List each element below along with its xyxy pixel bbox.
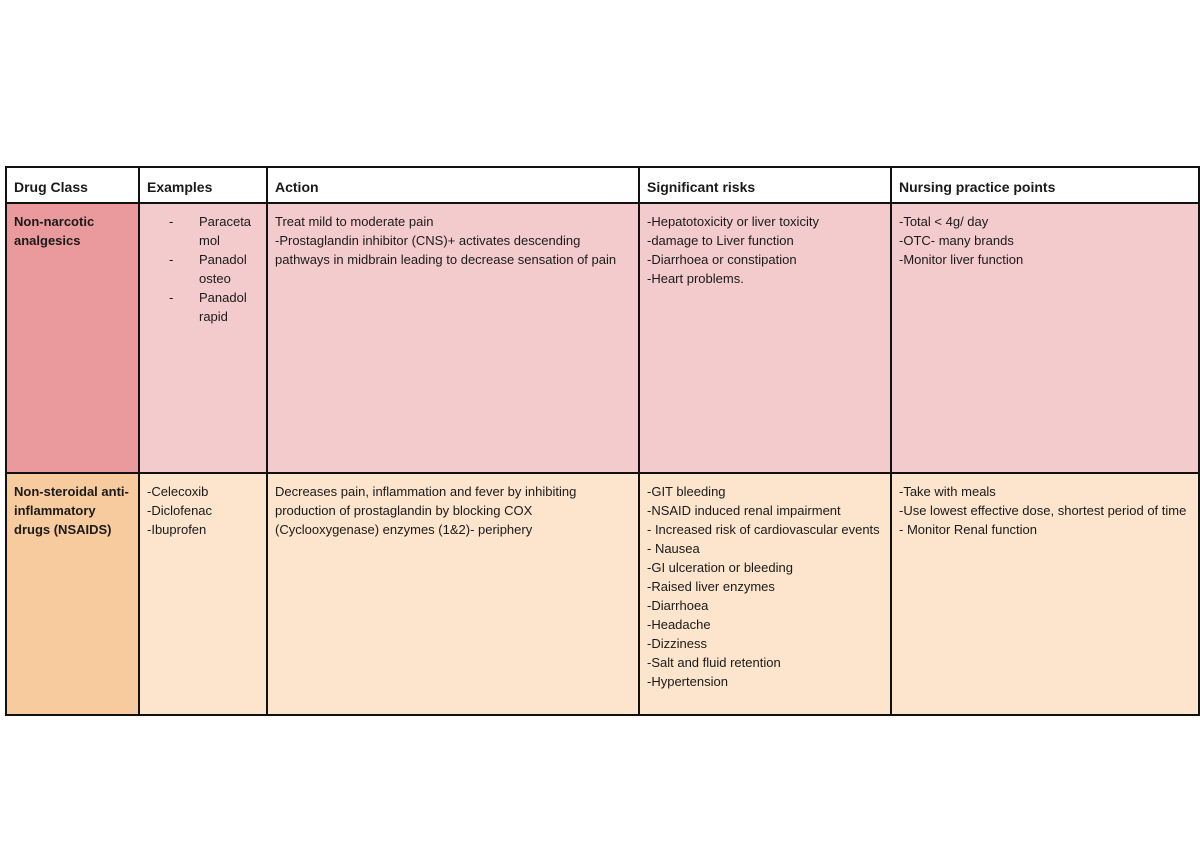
table-row (6, 473, 1199, 715)
header-significant-risks: Significant risks (639, 167, 891, 203)
action-cell: Treat mild to moderate pain -Prostaglandin inhibitor (CNS)+ activates descending pathways in midbrain leading to decrease sensation of pain (267, 203, 639, 473)
action-cell: Decreases pain, inflammation and fever by inhibiting production of prostaglandin by blocking COX (Cyclooxygenase) enzymes (1&2)- periphery (267, 473, 639, 715)
nursing-points-cell: -Take with meals -Use lowest effective dose, shortest period of time - Monitor Renal function (891, 473, 1199, 715)
header-drug-class: Drug Class (6, 167, 139, 203)
examples-cell (139, 203, 267, 473)
header-row (6, 167, 1199, 203)
list-item: - Panadol rapid (169, 290, 247, 324)
header-nursing-practice-points: Nursing practice points (891, 167, 1199, 203)
risks-cell: -Hepatotoxicity or liver toxicity -damage to Liver function -Diarrhoea or constipation -Heart problems. (639, 203, 891, 473)
list-item: - Panadol osteo (169, 252, 247, 286)
drug-class-cell: Non-narcotic analgesics (6, 203, 139, 473)
drug-class-cell: Non-steroidal anti-inflammatory drugs (NSAIDS) (6, 473, 139, 715)
table-row (6, 203, 1199, 473)
examples-cell: -Celecoxib -Diclofenac -Ibuprofen (139, 473, 267, 715)
examples-list (147, 212, 259, 326)
drug-table (5, 166, 1200, 716)
header-examples: Examples (139, 167, 267, 203)
list-item: - Paracetamol (169, 214, 252, 248)
nursing-points-cell: -Total < 4g/ day -OTC- many brands -Monitor liver function (891, 203, 1199, 473)
risks-cell: -GIT bleeding -NSAID induced renal impairment - Increased risk of cardiovascular events - Nausea -GI ulceration or bleeding -Raised liver enzymes -Diarrhoea -Headache -Dizziness -Salt and fluid retention -Hypertension (639, 473, 891, 715)
header-action: Action (267, 167, 639, 203)
